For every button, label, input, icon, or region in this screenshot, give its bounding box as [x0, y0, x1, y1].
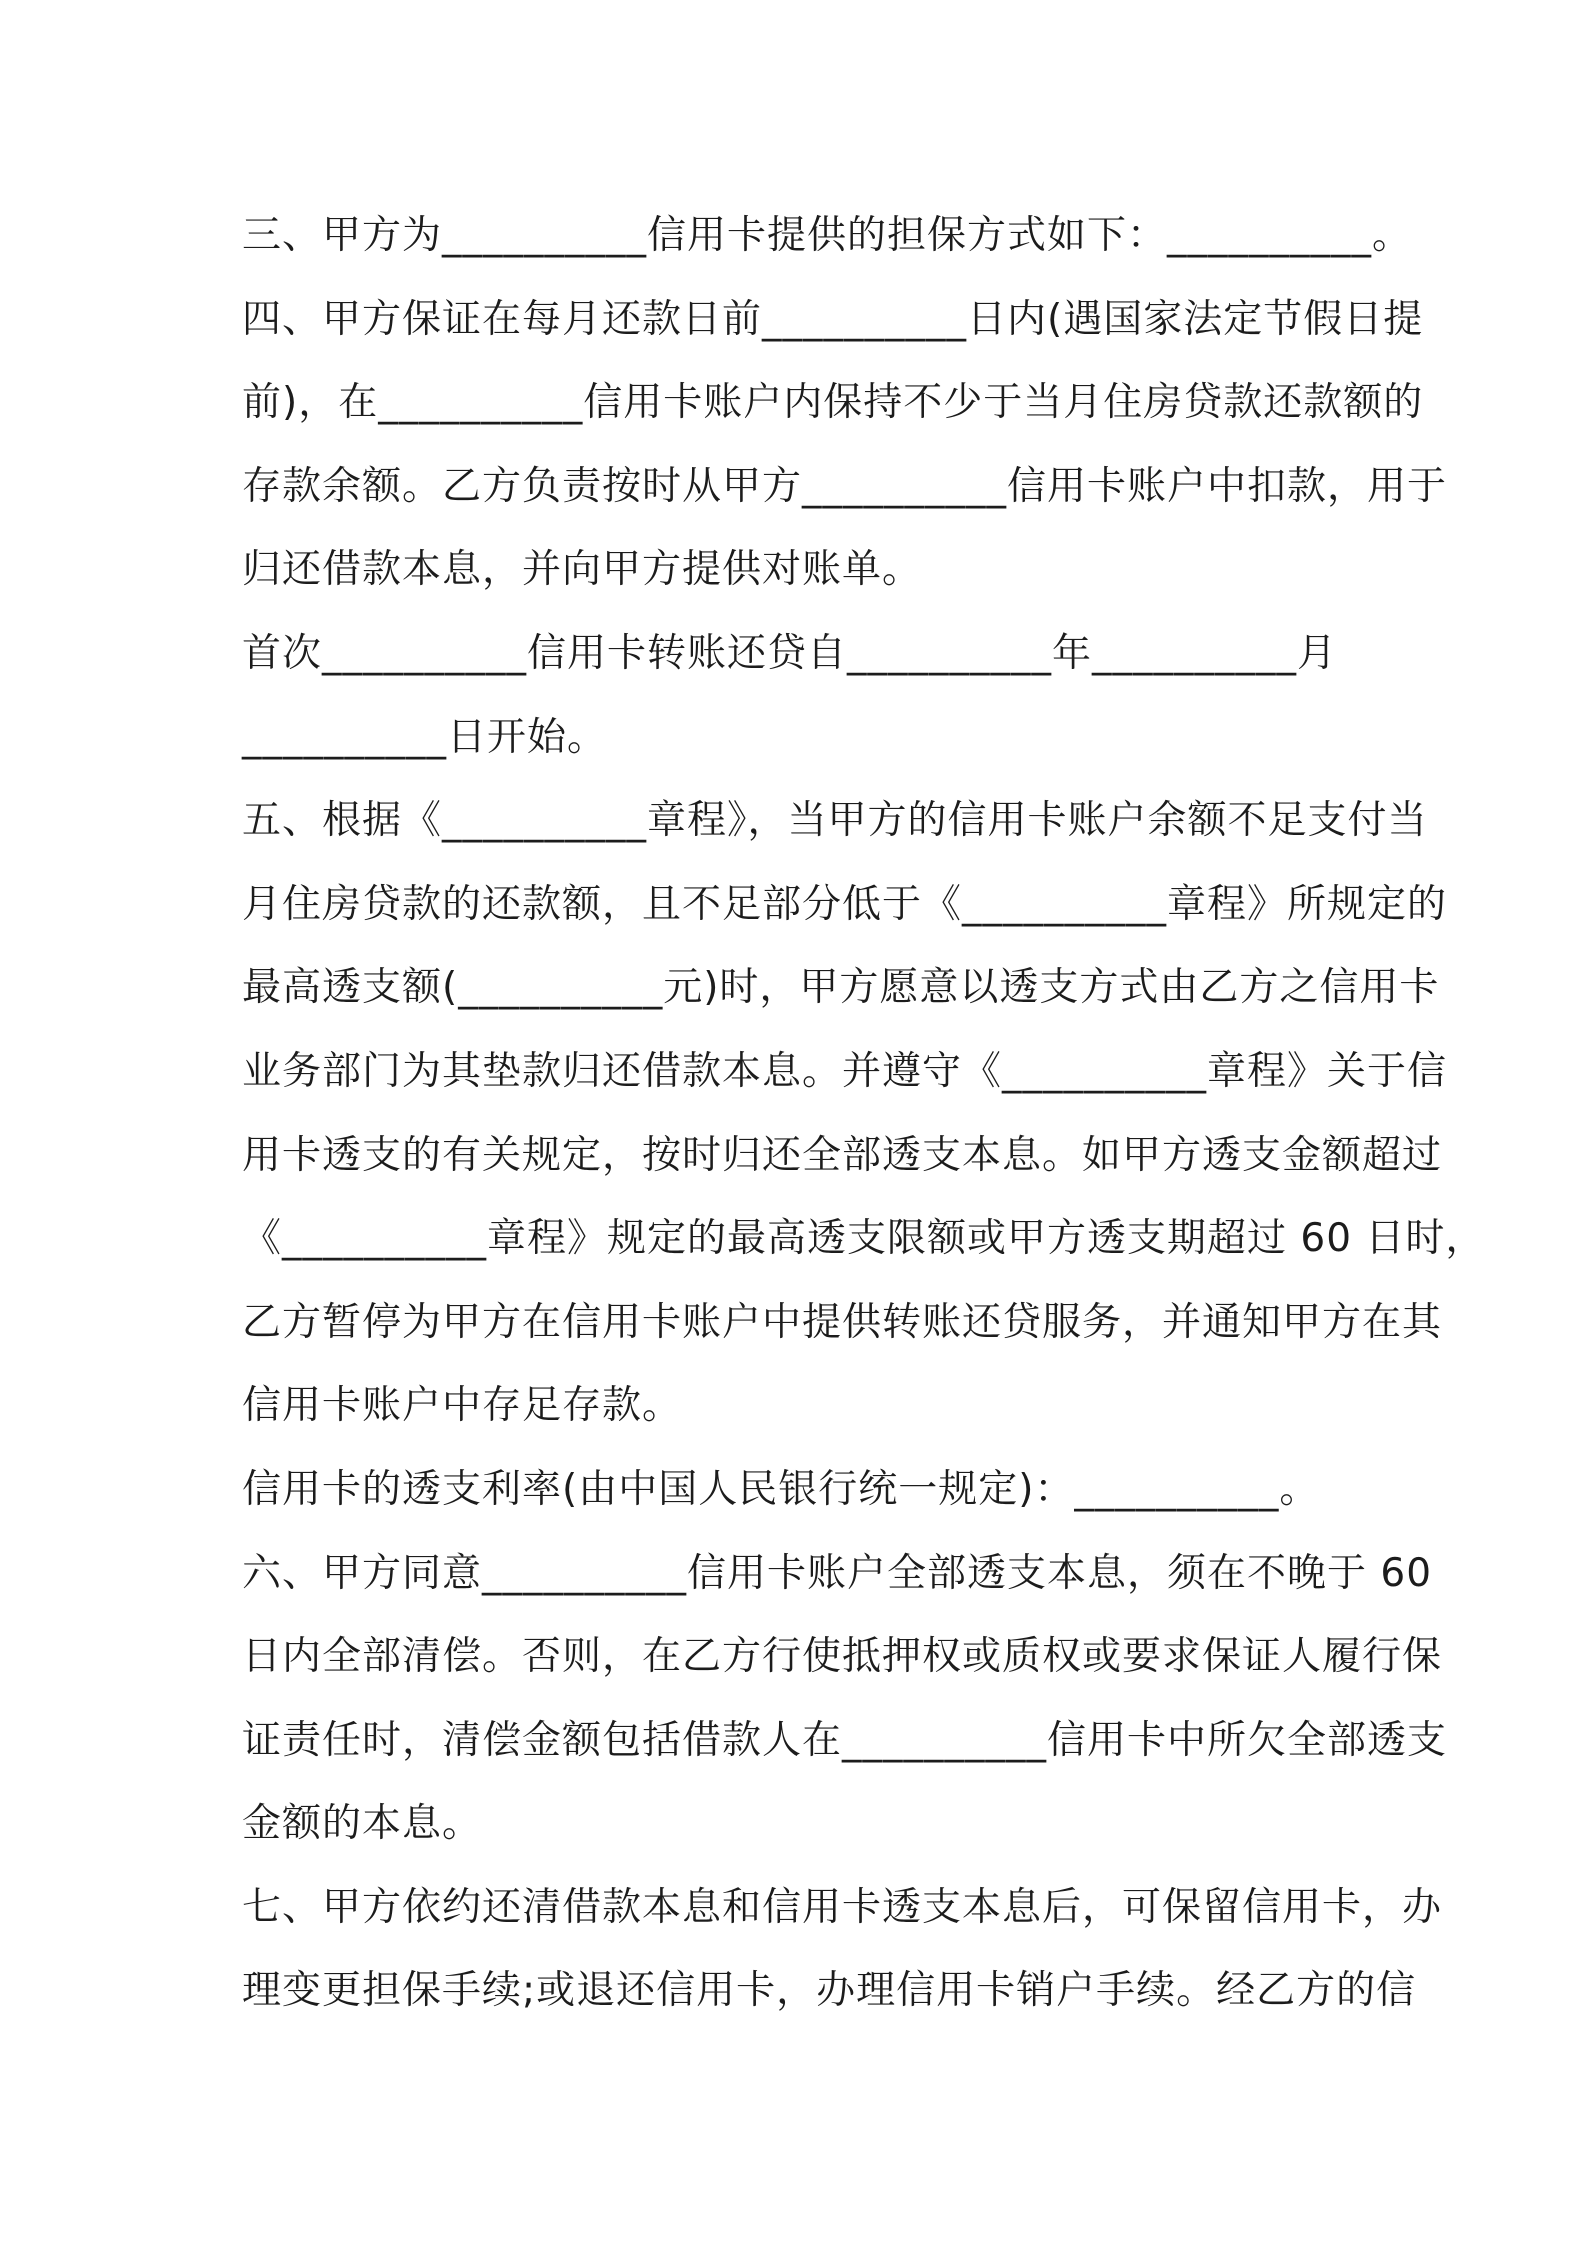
- clause-5-line-4: 业务部门为其垫款归还借款本息。并遵守《__________章程》关于信: [242, 1048, 1448, 1094]
- clause-6-line-1: 六、甲方同意__________信用卡账户全部透支本息，须在不晚于 60: [242, 1550, 1433, 1596]
- clause-5-line-6: 《__________章程》规定的最高透支限额或甲方透支期超过 60 日时，: [242, 1216, 1486, 1262]
- contract-text-body: [242, 194, 1486, 2033]
- clause-4-line-2: 前)，在__________信用卡账户内保持不少于当月住房贷款还款额的: [242, 380, 1424, 426]
- clause-5-line-1: 五、根据《__________章程》，当甲方的信用卡账户余额不足支付当: [242, 798, 1428, 844]
- clause-4-line-1: 四、甲方保证在每月还款日前__________日内(遇国家法定节假日提: [242, 296, 1424, 342]
- clause-5-line-7: 乙方暂停为甲方在信用卡账户中提供转账还贷服务，并通知甲方在其: [242, 1299, 1443, 1345]
- clause-7-line-1: 七、甲方依约还清借款本息和信用卡透支本息后，可保留信用卡，办: [242, 1884, 1443, 1930]
- clause-7-line-2: 理变更担保手续;或退还信用卡，办理信用卡销户手续。经乙方的信: [242, 1968, 1417, 2014]
- clause-5-line-2: 月住房贷款的还款额，且不足部分低于《__________章程》所规定的: [242, 881, 1448, 927]
- clause-4-line-4: 归还借款本息，并向甲方提供对账单。: [242, 547, 923, 593]
- clause-5-line-3: 最高透支额(__________元)时，甲方愿意以透支方式由乙方之信用卡: [242, 965, 1440, 1011]
- clause-3-line-1: 三、甲方为__________信用卡提供的担保方式如下：__________。: [242, 213, 1413, 258]
- first-transfer-line-1: 首次__________信用卡转账还贷自__________年__________月: [242, 630, 1338, 676]
- first-transfer-line-2: __________日开始。: [242, 714, 608, 760]
- clause-5-line-8: 信用卡账户中存足存款。: [242, 1383, 683, 1429]
- clause-6-line-4: 金额的本息。: [242, 1801, 483, 1847]
- clause-6-line-2: 日内全部清偿。否则，在乙方行使抵押权或质权或要求保证人履行保: [242, 1634, 1443, 1680]
- clause-6-line-3: 证责任时，清偿金额包括借款人在__________信用卡中所欠全部透支: [242, 1717, 1448, 1763]
- overdraft-rate-line: 信用卡的透支利率(由中国人民银行统一规定)：__________。: [242, 1466, 1320, 1512]
- clause-5-line-5: 用卡透支的有关规定，按时归还全部透支本息。如甲方透支金额超过: [242, 1132, 1443, 1178]
- clause-4-line-3: 存款余额。乙方负责按时从甲方__________信用卡账户中扣款，用于: [242, 463, 1448, 509]
